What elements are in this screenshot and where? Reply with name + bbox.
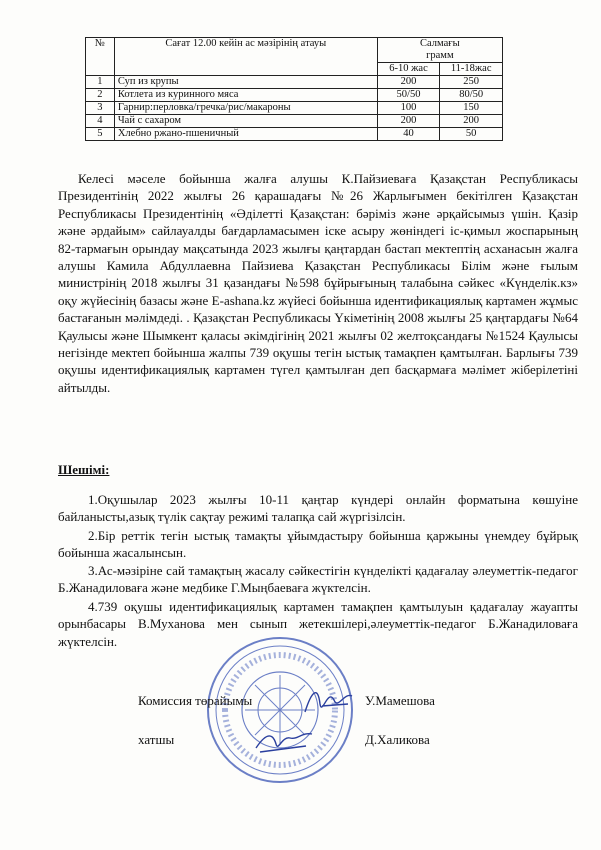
header-weight-unit: грамм [426, 50, 454, 61]
chair-name: У.Мамешова [365, 693, 435, 708]
chair-signature-icon [300, 682, 360, 722]
row-weight-11-18: 80/50 [440, 89, 503, 102]
menu-table [85, 37, 503, 141]
table-row [86, 76, 503, 89]
header-num: № [86, 38, 115, 76]
row-weight-11-18: 50 [440, 128, 503, 141]
row-dish: Суп из крупы [114, 76, 377, 89]
row-dish: Котлета из куринного мяса [114, 89, 377, 102]
table-header-row [86, 38, 503, 63]
secretary-label: хатшы [138, 732, 175, 747]
row-weight-6-10: 200 [377, 76, 440, 89]
secretary-name: Д.Халикова [365, 732, 430, 747]
row-weight-6-10: 40 [377, 128, 440, 141]
row-num: 2 [86, 89, 115, 102]
row-dish: Хлебно ржано-пшеничный [114, 128, 377, 141]
header-age-6-10: 6-10 жас [377, 63, 440, 76]
row-num: 3 [86, 102, 115, 115]
row-num: 1 [86, 76, 115, 89]
decision-title: Шешімі: [58, 462, 110, 477]
header-dish-name: Сағат 12.00 кейін ас мәзірінің атауы [114, 38, 377, 76]
main-paragraph: Келесі мәселе бойынша жалға алушы К.Пайзиеваға Қазақстан Республикасы Президентінің 2022 жылғы 26 қарашадағы №26 Жарлығымен бекітілген Қазақстан Республикасы Президентінің «Әділетті Қазақстан: бәріміз және әрқайсымыз үшін. Қазір және әрдайым» сайлауалды бағдарламасымен іске асыру жөніндегі іс-қимыл жоспарының 82-тармағын орындау мақсатында 2023 жылғы қаңтардан бастап мектептің асханасын жалға алушы Камила Абдуллаевна Пайзиева Қазақстан Республикасы Білім және ғылым министрінің 2018 жылғы 31 қазандағы №598 бұйрығының талабына сәйкес «Күнделік.кз» оқу жүйесінің базасы және E-ashana.kz жүйесі бойынша идентификациялық картамен жұмыс бастағанын мәлімдеді. . Қазақстан Республикасы Үкіметінің 2008 жылғы 25 қаңтардағы №64 Қаулысы және Шымкент қаласы әкімдігінің 2021 жылғы 02 желтоқсандағы №1524 Қаулысы негізінде мектеп бойынша жалпы 739 оқушы тегін ыстық тамақпен қамтылған. Барлығы 739 оқушы идентификациялық картамен түгел қамтылған деп басқармаға мәлімет жіберілетіні айтылды. [58, 171, 578, 395]
header-age-11-18: 11-18жас [440, 63, 503, 76]
table-row [86, 115, 503, 128]
header-weight-title: Салмағы [420, 38, 460, 49]
table-row [86, 128, 503, 141]
row-num: 4 [86, 115, 115, 128]
row-dish: Чай с сахаром [114, 115, 377, 128]
chair-label: Комиссия төрайымы [138, 693, 253, 708]
row-dish: Гарнир:перловка/гречка/рис/макароны [114, 102, 377, 115]
row-weight-11-18: 250 [440, 76, 503, 89]
table-row [86, 102, 503, 115]
decision-item-1: 1.Оқушылар 2023 жылғы 10-11 қаңтар күндері онлайн форматына көшуіне байланысты,азық түлік сақтау режимі талапқа сай жүргізілсін. [58, 492, 578, 525]
decision-item-3: 3.Ас-мәзіріне сай тамақтың жасалу сәйкестігін күнделікті қадағалау әлеуметтік-педагог Б.Жанадиловаға және медбике Г.Мыңбаеваға жүктелсін. [58, 563, 578, 596]
decision-item-4: 4.739 оқушы идентификациялық картамен тамақпен қамтылуын қадағалау жауапты орынбасары В.Муханова мен сынып жетекшілері,әлеуметтік-педагог Б.Жанадиловаға жүктелсін. [58, 599, 578, 649]
row-weight-11-18: 200 [440, 115, 503, 128]
row-num: 5 [86, 128, 115, 141]
row-weight-6-10: 100 [377, 102, 440, 115]
row-weight-11-18: 150 [440, 102, 503, 115]
row-weight-6-10: 50/50 [377, 89, 440, 102]
row-weight-6-10: 200 [377, 115, 440, 128]
decision-item-2: 2.Бір реттік тегін ыстық тамақты ұйымдастыру бойынша қаржыны үнемдеу бұйрық бойынша жасалынсын. [58, 528, 578, 561]
secretary-signature-icon [250, 722, 320, 762]
table-row [86, 89, 503, 102]
header-weight [377, 38, 502, 63]
